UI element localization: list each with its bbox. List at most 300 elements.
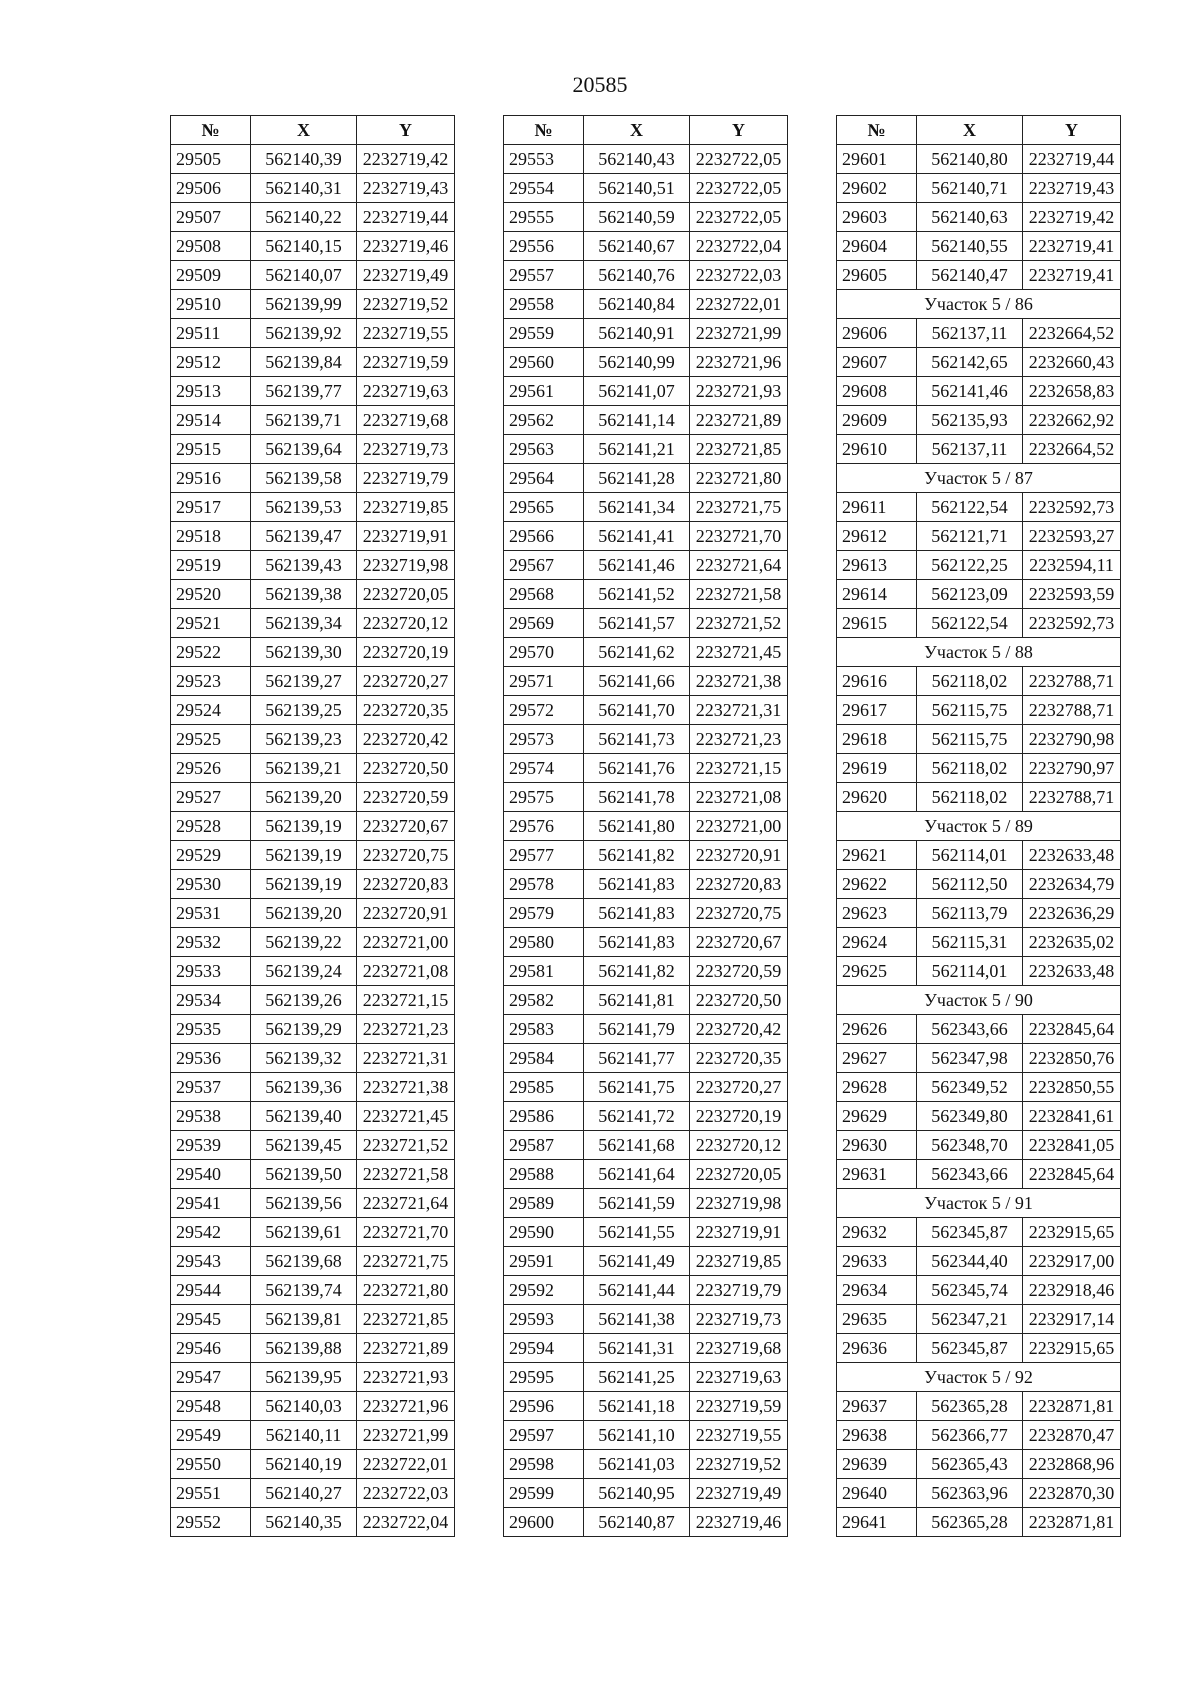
table-row: [504, 1102, 788, 1131]
table-row: [171, 1073, 455, 1102]
table-row: [171, 1392, 455, 1421]
table-row: [504, 1305, 788, 1334]
point-number-cell: 29585: [504, 1073, 584, 1102]
table-row: [171, 1189, 455, 1218]
y-coordinate-cell: 2232721,99: [357, 1421, 455, 1450]
point-number-cell: 29549: [171, 1421, 251, 1450]
y-coordinate-cell: 2232721,15: [690, 754, 788, 783]
table-row: [504, 1189, 788, 1218]
point-number-cell: 29592: [504, 1276, 584, 1305]
x-coordinate-cell: 562141,28: [584, 464, 690, 493]
point-number-cell: 29583: [504, 1015, 584, 1044]
table-row: [837, 1131, 1121, 1160]
point-number-cell: 29579: [504, 899, 584, 928]
section-title: Участок 5 / 88: [837, 638, 1121, 667]
point-number-cell: 29568: [504, 580, 584, 609]
y-coordinate-cell: 2232721,70: [357, 1218, 455, 1247]
point-number-cell: 29573: [504, 725, 584, 754]
x-coordinate-cell: 562141,75: [584, 1073, 690, 1102]
y-coordinate-cell: 2232594,11: [1023, 551, 1121, 580]
point-number-cell: 29621: [837, 841, 917, 870]
table-row: [837, 1334, 1121, 1363]
x-coordinate-cell: 562140,51: [584, 174, 690, 203]
point-number-cell: 29526: [171, 754, 251, 783]
table-row: [504, 377, 788, 406]
x-coordinate-cell: 562140,87: [584, 1508, 690, 1537]
point-number-cell: 29528: [171, 812, 251, 841]
x-coordinate-cell: 562140,15: [251, 232, 357, 261]
x-coordinate-cell: 562141,62: [584, 638, 690, 667]
y-coordinate-cell: 2232720,05: [357, 580, 455, 609]
y-coordinate-cell: 2232721,23: [357, 1015, 455, 1044]
point-number-cell: 29565: [504, 493, 584, 522]
x-coordinate-cell: 562139,40: [251, 1102, 357, 1131]
point-number-cell: 29508: [171, 232, 251, 261]
table-row: [171, 493, 455, 522]
point-number-cell: 29641: [837, 1508, 917, 1537]
section-row: [837, 464, 1121, 493]
x-coordinate-cell: 562140,59: [584, 203, 690, 232]
x-coordinate-cell: 562115,31: [917, 928, 1023, 957]
x-coordinate-cell: 562141,38: [584, 1305, 690, 1334]
table-row: [504, 551, 788, 580]
table-row: [171, 1102, 455, 1131]
y-coordinate-cell: 2232719,91: [690, 1218, 788, 1247]
x-coordinate-cell: 562141,79: [584, 1015, 690, 1044]
table-row: [504, 406, 788, 435]
y-coordinate-cell: 2232593,27: [1023, 522, 1121, 551]
table-row: [171, 696, 455, 725]
table-row: [837, 1044, 1121, 1073]
y-coordinate-cell: 2232721,64: [357, 1189, 455, 1218]
x-coordinate-cell: 562142,65: [917, 348, 1023, 377]
x-coordinate-cell: 562139,99: [251, 290, 357, 319]
table-row: [504, 232, 788, 261]
y-coordinate-cell: 2232719,44: [1023, 145, 1121, 174]
point-number-cell: 29615: [837, 609, 917, 638]
point-number-cell: 29553: [504, 145, 584, 174]
section-title: Участок 5 / 91: [837, 1189, 1121, 1218]
table-row: [837, 1421, 1121, 1450]
y-coordinate-cell: 2232720,83: [690, 870, 788, 899]
y-coordinate-cell: 2232871,81: [1023, 1508, 1121, 1537]
table-row: [171, 1276, 455, 1305]
x-coordinate-cell: 562140,07: [251, 261, 357, 290]
point-number-cell: 29569: [504, 609, 584, 638]
table-row: [171, 464, 455, 493]
header-y: Y: [1023, 116, 1121, 145]
point-number-cell: 29589: [504, 1189, 584, 1218]
point-number-cell: 29539: [171, 1131, 251, 1160]
table-row: [171, 725, 455, 754]
header-number: №: [504, 116, 584, 145]
table-row: [504, 609, 788, 638]
table-row: [504, 812, 788, 841]
point-number-cell: 29544: [171, 1276, 251, 1305]
point-number-cell: 29624: [837, 928, 917, 957]
coordinates-table-2: [503, 115, 788, 1537]
table-row: [504, 957, 788, 986]
table-row: [171, 870, 455, 899]
table-row: [504, 319, 788, 348]
table-row: [504, 203, 788, 232]
table-row: [171, 1508, 455, 1537]
table-row: [504, 1276, 788, 1305]
table-row: [504, 174, 788, 203]
y-coordinate-cell: 2232719,41: [1023, 261, 1121, 290]
point-number-cell: 29614: [837, 580, 917, 609]
table-row: [171, 667, 455, 696]
y-coordinate-cell: 2232719,59: [357, 348, 455, 377]
header-y: Y: [690, 116, 788, 145]
point-number-cell: 29607: [837, 348, 917, 377]
table-row: [837, 493, 1121, 522]
table-row: [171, 1218, 455, 1247]
y-coordinate-cell: 2232720,27: [357, 667, 455, 696]
table-row: [837, 899, 1121, 928]
y-coordinate-cell: 2232719,43: [357, 174, 455, 203]
table-row: [837, 174, 1121, 203]
table-row: [171, 1363, 455, 1392]
x-coordinate-cell: 562139,21: [251, 754, 357, 783]
table-row: [171, 435, 455, 464]
table-row: [504, 145, 788, 174]
x-coordinate-cell: 562118,02: [917, 783, 1023, 812]
point-number-cell: 29538: [171, 1102, 251, 1131]
table-row: [504, 986, 788, 1015]
table-row: [504, 928, 788, 957]
table-row: [837, 1218, 1121, 1247]
table-row: [171, 145, 455, 174]
point-number-cell: 29529: [171, 841, 251, 870]
table-row: [171, 522, 455, 551]
table-row: [504, 667, 788, 696]
point-number-cell: 29558: [504, 290, 584, 319]
x-coordinate-cell: 562123,09: [917, 580, 1023, 609]
point-number-cell: 29602: [837, 174, 917, 203]
point-number-cell: 29566: [504, 522, 584, 551]
point-number-cell: 29560: [504, 348, 584, 377]
table-row: [504, 522, 788, 551]
table-row: [837, 1073, 1121, 1102]
y-coordinate-cell: 2232917,00: [1023, 1247, 1121, 1276]
point-number-cell: 29595: [504, 1363, 584, 1392]
x-coordinate-cell: 562141,44: [584, 1276, 690, 1305]
point-number-cell: 29548: [171, 1392, 251, 1421]
section-title: Участок 5 / 90: [837, 986, 1121, 1015]
point-number-cell: 29638: [837, 1421, 917, 1450]
table-row: [504, 1479, 788, 1508]
point-number-cell: 29623: [837, 899, 917, 928]
y-coordinate-cell: 2232720,50: [690, 986, 788, 1015]
y-coordinate-cell: 2232720,19: [357, 638, 455, 667]
x-coordinate-cell: 562118,02: [917, 754, 1023, 783]
y-coordinate-cell: 2232721,08: [357, 957, 455, 986]
section-row: [837, 986, 1121, 1015]
point-number-cell: 29631: [837, 1160, 917, 1189]
x-coordinate-cell: 562140,84: [584, 290, 690, 319]
y-coordinate-cell: 2232845,64: [1023, 1160, 1121, 1189]
x-coordinate-cell: 562139,77: [251, 377, 357, 406]
y-coordinate-cell: 2232592,73: [1023, 609, 1121, 638]
table-row: [504, 1247, 788, 1276]
y-coordinate-cell: 2232720,75: [690, 899, 788, 928]
table-row: [837, 203, 1121, 232]
y-coordinate-cell: 2232721,15: [357, 986, 455, 1015]
x-coordinate-cell: 562140,35: [251, 1508, 357, 1537]
point-number-cell: 29527: [171, 783, 251, 812]
point-number-cell: 29513: [171, 377, 251, 406]
y-coordinate-cell: 2232635,02: [1023, 928, 1121, 957]
x-coordinate-cell: 562139,84: [251, 348, 357, 377]
page-number: 20585: [572, 72, 628, 97]
table-row: [837, 1276, 1121, 1305]
y-coordinate-cell: 2232721,00: [357, 928, 455, 957]
y-coordinate-cell: 2232719,42: [1023, 203, 1121, 232]
x-coordinate-cell: 562139,95: [251, 1363, 357, 1392]
header-row: [504, 116, 788, 145]
x-coordinate-cell: 562141,83: [584, 928, 690, 957]
x-coordinate-cell: 562141,03: [584, 1450, 690, 1479]
point-number-cell: 29593: [504, 1305, 584, 1334]
y-coordinate-cell: 2232634,79: [1023, 870, 1121, 899]
y-coordinate-cell: 2232721,08: [690, 783, 788, 812]
point-number-cell: 29554: [504, 174, 584, 203]
x-coordinate-cell: 562139,50: [251, 1160, 357, 1189]
y-coordinate-cell: 2232720,35: [357, 696, 455, 725]
x-coordinate-cell: 562141,73: [584, 725, 690, 754]
point-number-cell: 29601: [837, 145, 917, 174]
point-number-cell: 29620: [837, 783, 917, 812]
point-number-cell: 29581: [504, 957, 584, 986]
table-row: [504, 348, 788, 377]
x-coordinate-cell: 562139,19: [251, 841, 357, 870]
y-coordinate-cell: 2232719,79: [690, 1276, 788, 1305]
table-row: [171, 1421, 455, 1450]
y-coordinate-cell: 2232868,96: [1023, 1450, 1121, 1479]
table-row: [171, 580, 455, 609]
x-coordinate-cell: 562139,71: [251, 406, 357, 435]
table-row: [837, 522, 1121, 551]
x-coordinate-cell: 562141,72: [584, 1102, 690, 1131]
section-title: Участок 5 / 92: [837, 1363, 1121, 1392]
point-number-cell: 29628: [837, 1073, 917, 1102]
x-coordinate-cell: 562141,83: [584, 899, 690, 928]
y-coordinate-cell: 2232841,05: [1023, 1131, 1121, 1160]
y-coordinate-cell: 2232788,71: [1023, 667, 1121, 696]
point-number-cell: 29522: [171, 638, 251, 667]
table-row: [504, 841, 788, 870]
point-number-cell: 29563: [504, 435, 584, 464]
point-number-cell: 29562: [504, 406, 584, 435]
point-number-cell: 29609: [837, 406, 917, 435]
point-number-cell: 29587: [504, 1131, 584, 1160]
table-row: [504, 1160, 788, 1189]
x-coordinate-cell: 562140,99: [584, 348, 690, 377]
x-coordinate-cell: 562141,64: [584, 1160, 690, 1189]
point-number-cell: 29517: [171, 493, 251, 522]
table-row: [171, 638, 455, 667]
point-number-cell: 29576: [504, 812, 584, 841]
x-coordinate-cell: 562140,67: [584, 232, 690, 261]
y-coordinate-cell: 2232720,50: [357, 754, 455, 783]
table-row: [837, 261, 1121, 290]
y-coordinate-cell: 2232722,03: [690, 261, 788, 290]
table-row: [837, 841, 1121, 870]
y-coordinate-cell: 2232721,23: [690, 725, 788, 754]
point-number-cell: 29507: [171, 203, 251, 232]
table-row: [504, 580, 788, 609]
table-row: [171, 377, 455, 406]
x-coordinate-cell: 562141,77: [584, 1044, 690, 1073]
x-coordinate-cell: 562141,82: [584, 841, 690, 870]
point-number-cell: 29578: [504, 870, 584, 899]
x-coordinate-cell: 562343,66: [917, 1160, 1023, 1189]
table-row: [837, 1392, 1121, 1421]
x-coordinate-cell: 562140,19: [251, 1450, 357, 1479]
x-coordinate-cell: 562139,74: [251, 1276, 357, 1305]
x-coordinate-cell: 562349,52: [917, 1073, 1023, 1102]
y-coordinate-cell: 2232845,64: [1023, 1015, 1121, 1044]
x-coordinate-cell: 562141,83: [584, 870, 690, 899]
y-coordinate-cell: 2232633,48: [1023, 957, 1121, 986]
table-row: [837, 725, 1121, 754]
point-number-cell: 29591: [504, 1247, 584, 1276]
y-coordinate-cell: 2232915,65: [1023, 1218, 1121, 1247]
point-number-cell: 29534: [171, 986, 251, 1015]
header-y: Y: [357, 116, 455, 145]
table-row: [837, 754, 1121, 783]
point-number-cell: 29572: [504, 696, 584, 725]
x-coordinate-cell: 562141,82: [584, 957, 690, 986]
point-number-cell: 29556: [504, 232, 584, 261]
table-row: [504, 435, 788, 464]
point-number-cell: 29520: [171, 580, 251, 609]
section-title: Участок 5 / 86: [837, 290, 1121, 319]
point-number-cell: 29521: [171, 609, 251, 638]
point-number-cell: 29551: [171, 1479, 251, 1508]
point-number-cell: 29523: [171, 667, 251, 696]
point-number-cell: 29512: [171, 348, 251, 377]
table-row: [171, 348, 455, 377]
x-coordinate-cell: 562365,28: [917, 1392, 1023, 1421]
point-number-cell: 29570: [504, 638, 584, 667]
table-row: [837, 1015, 1121, 1044]
table-row: [504, 783, 788, 812]
x-coordinate-cell: 562343,66: [917, 1015, 1023, 1044]
y-coordinate-cell: 2232720,05: [690, 1160, 788, 1189]
x-coordinate-cell: 562122,25: [917, 551, 1023, 580]
point-number-cell: 29542: [171, 1218, 251, 1247]
x-coordinate-cell: 562114,01: [917, 841, 1023, 870]
table-row: [504, 899, 788, 928]
section-title: Участок 5 / 89: [837, 812, 1121, 841]
y-coordinate-cell: 2232841,61: [1023, 1102, 1121, 1131]
x-coordinate-cell: 562141,07: [584, 377, 690, 406]
y-coordinate-cell: 2232720,27: [690, 1073, 788, 1102]
point-number-cell: 29530: [171, 870, 251, 899]
point-number-cell: 29506: [171, 174, 251, 203]
point-number-cell: 29598: [504, 1450, 584, 1479]
table-row: [171, 1044, 455, 1073]
point-number-cell: 29531: [171, 899, 251, 928]
x-coordinate-cell: 562139,68: [251, 1247, 357, 1276]
point-number-cell: 29594: [504, 1334, 584, 1363]
table-row: [504, 1044, 788, 1073]
y-coordinate-cell: 2232721,58: [357, 1160, 455, 1189]
table-row: [504, 1334, 788, 1363]
point-number-cell: 29625: [837, 957, 917, 986]
y-coordinate-cell: 2232871,81: [1023, 1392, 1121, 1421]
table-row: [171, 1450, 455, 1479]
y-coordinate-cell: 2232720,35: [690, 1044, 788, 1073]
point-number-cell: 29543: [171, 1247, 251, 1276]
point-number-cell: 29635: [837, 1305, 917, 1334]
x-coordinate-cell: 562365,28: [917, 1508, 1023, 1537]
table-row: [171, 1015, 455, 1044]
point-number-cell: 29561: [504, 377, 584, 406]
point-number-cell: 29519: [171, 551, 251, 580]
y-coordinate-cell: 2232719,46: [357, 232, 455, 261]
x-coordinate-cell: 562140,55: [917, 232, 1023, 261]
table-row: [837, 1247, 1121, 1276]
x-coordinate-cell: 562140,39: [251, 145, 357, 174]
header-number: №: [171, 116, 251, 145]
point-number-cell: 29547: [171, 1363, 251, 1392]
y-coordinate-cell: 2232915,65: [1023, 1334, 1121, 1363]
coordinates-table-1: [170, 115, 455, 1537]
point-number-cell: 29599: [504, 1479, 584, 1508]
y-coordinate-cell: 2232721,96: [357, 1392, 455, 1421]
table-row: [171, 812, 455, 841]
point-number-cell: 29622: [837, 870, 917, 899]
y-coordinate-cell: 2232658,83: [1023, 377, 1121, 406]
x-coordinate-cell: 562139,24: [251, 957, 357, 986]
x-coordinate-cell: 562115,75: [917, 725, 1023, 754]
y-coordinate-cell: 2232719,55: [357, 319, 455, 348]
x-coordinate-cell: 562140,43: [584, 145, 690, 174]
x-coordinate-cell: 562139,27: [251, 667, 357, 696]
x-coordinate-cell: 562141,68: [584, 1131, 690, 1160]
point-number-cell: 29552: [171, 1508, 251, 1537]
y-coordinate-cell: 2232788,71: [1023, 783, 1121, 812]
y-coordinate-cell: 2232593,59: [1023, 580, 1121, 609]
x-coordinate-cell: 562141,10: [584, 1421, 690, 1450]
x-coordinate-cell: 562140,91: [584, 319, 690, 348]
table-row: [504, 725, 788, 754]
table-row: [837, 957, 1121, 986]
y-coordinate-cell: 2232850,76: [1023, 1044, 1121, 1073]
x-coordinate-cell: 562141,21: [584, 435, 690, 464]
point-number-cell: 29533: [171, 957, 251, 986]
x-coordinate-cell: 562141,14: [584, 406, 690, 435]
point-number-cell: 29603: [837, 203, 917, 232]
table-row: [504, 1073, 788, 1102]
table-row: [171, 551, 455, 580]
x-coordinate-cell: 562140,03: [251, 1392, 357, 1421]
point-number-cell: 29639: [837, 1450, 917, 1479]
table-row: [837, 928, 1121, 957]
x-coordinate-cell: 562139,34: [251, 609, 357, 638]
x-coordinate-cell: 562365,43: [917, 1450, 1023, 1479]
y-coordinate-cell: 2232720,83: [357, 870, 455, 899]
point-number-cell: 29505: [171, 145, 251, 174]
table-row: [504, 1508, 788, 1537]
x-coordinate-cell: 562140,71: [917, 174, 1023, 203]
x-coordinate-cell: 562141,18: [584, 1392, 690, 1421]
x-coordinate-cell: 562141,41: [584, 522, 690, 551]
y-coordinate-cell: 2232721,38: [357, 1073, 455, 1102]
